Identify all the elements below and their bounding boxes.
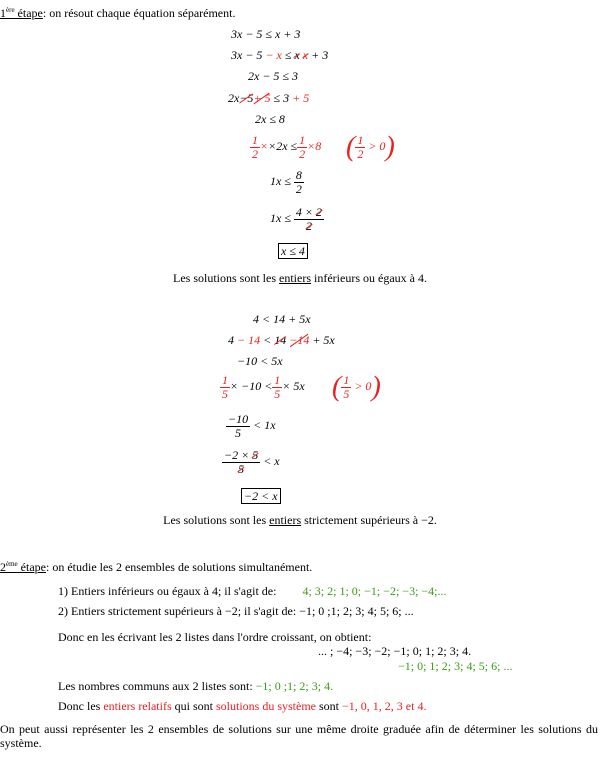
eq1-line5: 2x ≤ 8 [255,112,285,126]
eq1-line2: 3x − 5 − x ≤ x x + 3 [231,48,329,62]
eq1-line6: $\frac{1}{2}$ ××2x ≤ $\frac{1}{2}$ ×8 [252,132,322,161]
list-item-2: 2) Entiers strictement supérieurs à −2; il s'agit de: −1; 0 ;1; 2; 3; 4; 5; 6; ... [58,604,414,618]
eq2-line6: $\frac{-2 \times 5}{5}$ < x [224,447,280,476]
step1-label: 1ère étape [0,6,43,20]
eq2-line2: 4 − 14 < 14 −14 + 5x [228,333,335,347]
eq2-line3: −10 < 5x [237,354,283,368]
step2-label: 2ème étape [0,560,46,574]
step1-intro: : on résout chaque équation séparément. [42,6,236,20]
ordered-list-2: −1; 0; 1; 2; 3; 4; 5; 6; ... [398,659,513,673]
eq2-line4: $\frac{1}{5}$ × −10 < $\frac{1}{5}$ × 5x [222,372,305,401]
eq1-positive-note: ( $\frac{1}{2}$ > 0) [346,131,395,163]
common-numbers: Les nombres communs aux 2 listes sont: −1; 0 ;1; 2; 3; 4. [58,679,334,693]
eq1-line7: 1x ≤ $\frac{8}{2}$ [270,167,302,196]
eq2-positive-note: ( $\frac{1}{5}$ > 0) [332,371,381,403]
step2-header [0,557,312,574]
list-item-1: 1) Entiers inférieurs ou égaux à 4; il s'agit de: 4; 3; 2; 1; 0; −1; −2; −3; −4;... [58,584,447,598]
eq2-line5: $\frac{-10}{5}$ < 1x [228,411,276,440]
eq1-line8: 1x ≤ $\frac{4 \times 2}{2}$ [270,204,323,233]
order-text: Donc en les écrivant les 2 listes dans l'ordre croissant, on obtient: [58,630,372,644]
eq1-line3: 2x − 5 ≤ 3 [248,69,299,83]
eq2-conclusion: Les solutions sont les entiers strictement supérieurs à −2. [163,513,437,527]
step2-intro: : on étudie les 2 ensembles de solutions simultanément. [45,560,313,574]
eq2-line1: 4 < 14 + 5x [253,312,311,326]
step1-header [0,3,235,20]
final-answer: Donc les entiers relatifs qui sont solutions du système sont −1, 0, 1, 2, 3 et 4. [58,699,427,713]
eq2-result: −2 < x [241,489,281,503]
eq1-line4: 2x−5+ 5 ≤ 3 + 5 [228,91,310,105]
ordered-list-1: ... ; −4; −3; −2; −1; 0; 1; 2; 3; 4. [318,644,472,658]
eq1-line1: 3x − 5 ≤ x + 3 [231,27,301,41]
eq1-result: x ≤ 4 [278,244,308,258]
eq1-conclusion: Les solutions sont les entiers inférieurs ou égaux à 4. [173,271,427,285]
closing-paragraph: On peut aussi représenter les 2 ensembles de solutions sur une même droite graduée afin de déterminer les solutions du système. [0,722,598,750]
